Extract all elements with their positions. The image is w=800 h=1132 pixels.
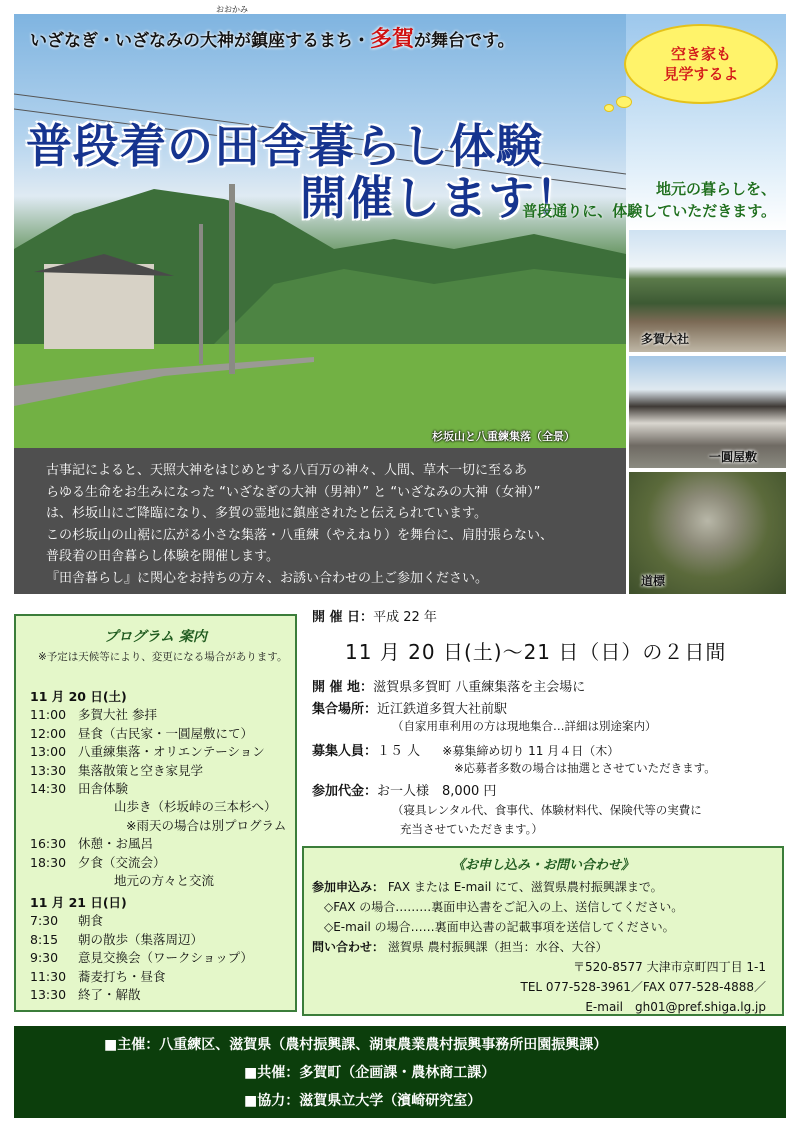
inquiry-value: 滋賀県 農村振興課（担当：水谷、大谷） <box>387 940 608 954</box>
contact-panel <box>302 846 784 1016</box>
apply-label: 参加申込み： <box>312 880 385 894</box>
photo-caption: 道標 <box>641 574 666 588</box>
hero-caption: 杉坂山と八重練集落（全景） <box>432 430 575 443</box>
speech-bubble <box>624 24 778 104</box>
schedule-subrow: ※雨天の場合は別プログラム <box>126 817 287 833</box>
schedule-row: 12:00 昼食（古民家・一圓屋敷にて） <box>30 725 254 741</box>
day2-label: 11 月 21 日(日) <box>30 895 127 910</box>
meeting-label: 集合場所： <box>312 702 378 717</box>
capacity-row <box>312 740 619 759</box>
apply-row <box>312 878 663 895</box>
story-line: 『田舎暮らし』に関心をお持ちの方々、お誘い合わせの上ご参加ください。 <box>46 570 489 586</box>
fee-note1: （寝具レンタル代、食事代、体験材料代、保険代等の実費に <box>392 803 702 817</box>
program-panel <box>14 614 297 1012</box>
meeting-note: （自家用車利用の方は現地集合…詳細は別途案内） <box>392 719 657 733</box>
bubble-tail-dot <box>604 104 614 112</box>
program-note: ※予定は天候等により、変更になる場合があります。 <box>38 651 288 663</box>
tagline-highlight: 多賀 <box>370 27 415 52</box>
schedule-row: 13:30 集落散策と空き家見学 <box>30 762 204 778</box>
schedule-row: 16:30 休憩・お風呂 <box>30 836 154 852</box>
schedule-row: 14:30 田舎体験 <box>30 781 129 797</box>
tagline <box>30 22 515 53</box>
schedule-row: 18:30 夕食（交流会） <box>30 854 166 870</box>
venue-value: 滋賀県多賀町 八重練集落を主会場に <box>373 680 586 695</box>
main-title-line2: 開催します！ <box>300 171 582 225</box>
email-note: ◇E-mail の場合……裏面申込書の記載事項を送信してください。 <box>324 920 675 934</box>
capacity-note: ※応募者多数の場合は抽選とさせていただきます。 <box>454 761 716 775</box>
subtitle-line2: 普段通りに、体験していただきます。 <box>522 202 776 220</box>
tagline-post: が舞台です。 <box>414 31 515 51</box>
schedule-row: 13:00 八重練集落・オリエンテーション <box>30 744 265 760</box>
story-line: 古事記によると、天照大神をはじめとする八百万の神々、人間、草木一切に至るあ <box>46 463 528 478</box>
story-line: らゆる生命をお生みになった “いざなぎの大神（男神）” と “いざなみの大神（女神）” <box>46 484 541 500</box>
phone-fax: TEL 077-528-3961／FAX 077-528-4888／ <box>520 980 766 994</box>
postal-address: 〒520-8577 大津市京町四丁目 1-1 <box>572 960 766 974</box>
schedule-row: 7:30 朝食 <box>30 913 104 929</box>
capacity-label: 募集人員： <box>312 744 378 759</box>
subtitle-line1: 地元の暮らしを、 <box>655 180 776 198</box>
schedule-row: 9:30 意見交換会（ワークショップ） <box>30 950 253 966</box>
capacity-value: １５ 人 <box>377 744 421 759</box>
email-address[interactable]: E-mail gh01@pref.shiga.lg.jp <box>585 1000 766 1014</box>
schedule-row: 13:30 終了・解散 <box>30 987 141 1003</box>
photo-ichien-yashiki <box>629 356 786 468</box>
date-row <box>312 606 437 625</box>
fax-note: ◇FAX の場合………裏面申込書をご記入の上、送信してください。 <box>324 900 684 914</box>
schedule-row: 11:30 蕎麦打ち・昼食 <box>30 968 166 984</box>
tagline-pre: いざなぎ・いざなみの大神が鎮座するまち・ <box>30 31 370 51</box>
organizers-footer <box>14 1026 786 1118</box>
fee-label: 参加代金： <box>312 784 378 799</box>
co-organizer-line: ■共催：多賀町（企画課・農林商工課） <box>244 1065 496 1081</box>
story-line: 普段着の田舎暮らし体験を開催します。 <box>46 549 279 564</box>
fee-note2: 充当させていただきます。） <box>400 822 543 836</box>
meeting-row <box>312 698 507 717</box>
story-line: は、杉坂山にご降臨になり、多賀の霊地に鎮座されたと伝えられています。 <box>46 506 487 521</box>
bubble-line1: 空き家も <box>670 44 731 63</box>
cooperation-line: ■協力：滋賀県立大学（濱崎研究室） <box>244 1093 482 1109</box>
photo-caption: 一圓屋敷 <box>709 450 758 464</box>
organizer-line: ■主催：八重練区、滋賀県（農村振興課、湖東農業農村振興事務所田園振興課） <box>104 1037 608 1053</box>
inquiry-label: 問い合わせ： <box>312 940 385 954</box>
apply-value: FAX または E-mail にて、滋賀県農村振興課まで。 <box>387 880 663 894</box>
venue-row <box>312 676 585 695</box>
fee-row <box>312 780 496 799</box>
landscape-illustration <box>14 14 626 448</box>
contact-title: 《お申し込み・お問い合わせ》 <box>451 858 634 873</box>
meeting-value: 近江鉄道多賀大社前駅 <box>377 702 508 717</box>
photo-signpost <box>629 472 786 594</box>
date-label: 開 催 日： <box>312 610 374 625</box>
tagline-ruby: おおかみ <box>216 5 248 14</box>
schedule-day2 <box>30 894 253 1004</box>
event-dates: 11 月 20 日(土)～21 日（日）の２日間 <box>345 640 727 664</box>
schedule-day1 <box>30 688 286 890</box>
schedule-subrow: 地元の方々と交流 <box>114 873 215 889</box>
inquiry-row <box>312 938 608 955</box>
bubble-tail-dot <box>616 96 632 108</box>
photo-caption: 多賀大社 <box>641 332 690 346</box>
capacity-deadline: ※募集締め切り 11 月４日（木） <box>442 744 620 758</box>
program-title: プログラム 案内 <box>104 629 207 645</box>
fee-value: お一人様 8,000 円 <box>377 784 497 799</box>
story-panel <box>14 448 626 594</box>
schedule-row: 8:15 朝の散歩（集落周辺） <box>30 931 204 947</box>
day1-label: 11 月 20 日(土) <box>30 689 127 704</box>
hero-photo <box>14 14 626 448</box>
bubble-line2: 見学するよ <box>663 65 739 83</box>
story-line: この杉坂山の山裾に広がる小さな集落・八重練（やえねり）を舞台に、肩肘張らない、 <box>46 527 554 543</box>
photo-taga-taisha <box>629 230 786 352</box>
venue-label: 開 催 地： <box>312 680 374 695</box>
schedule-row: 11:00 多賀大社 参拝 <box>30 707 157 723</box>
main-title-line1: 普段着の田舎暮らし体験 <box>26 119 543 173</box>
schedule-subrow: 山歩き（杉坂峠の三本杉へ） <box>114 799 277 815</box>
date-era: 平成 22 年 <box>373 610 437 625</box>
